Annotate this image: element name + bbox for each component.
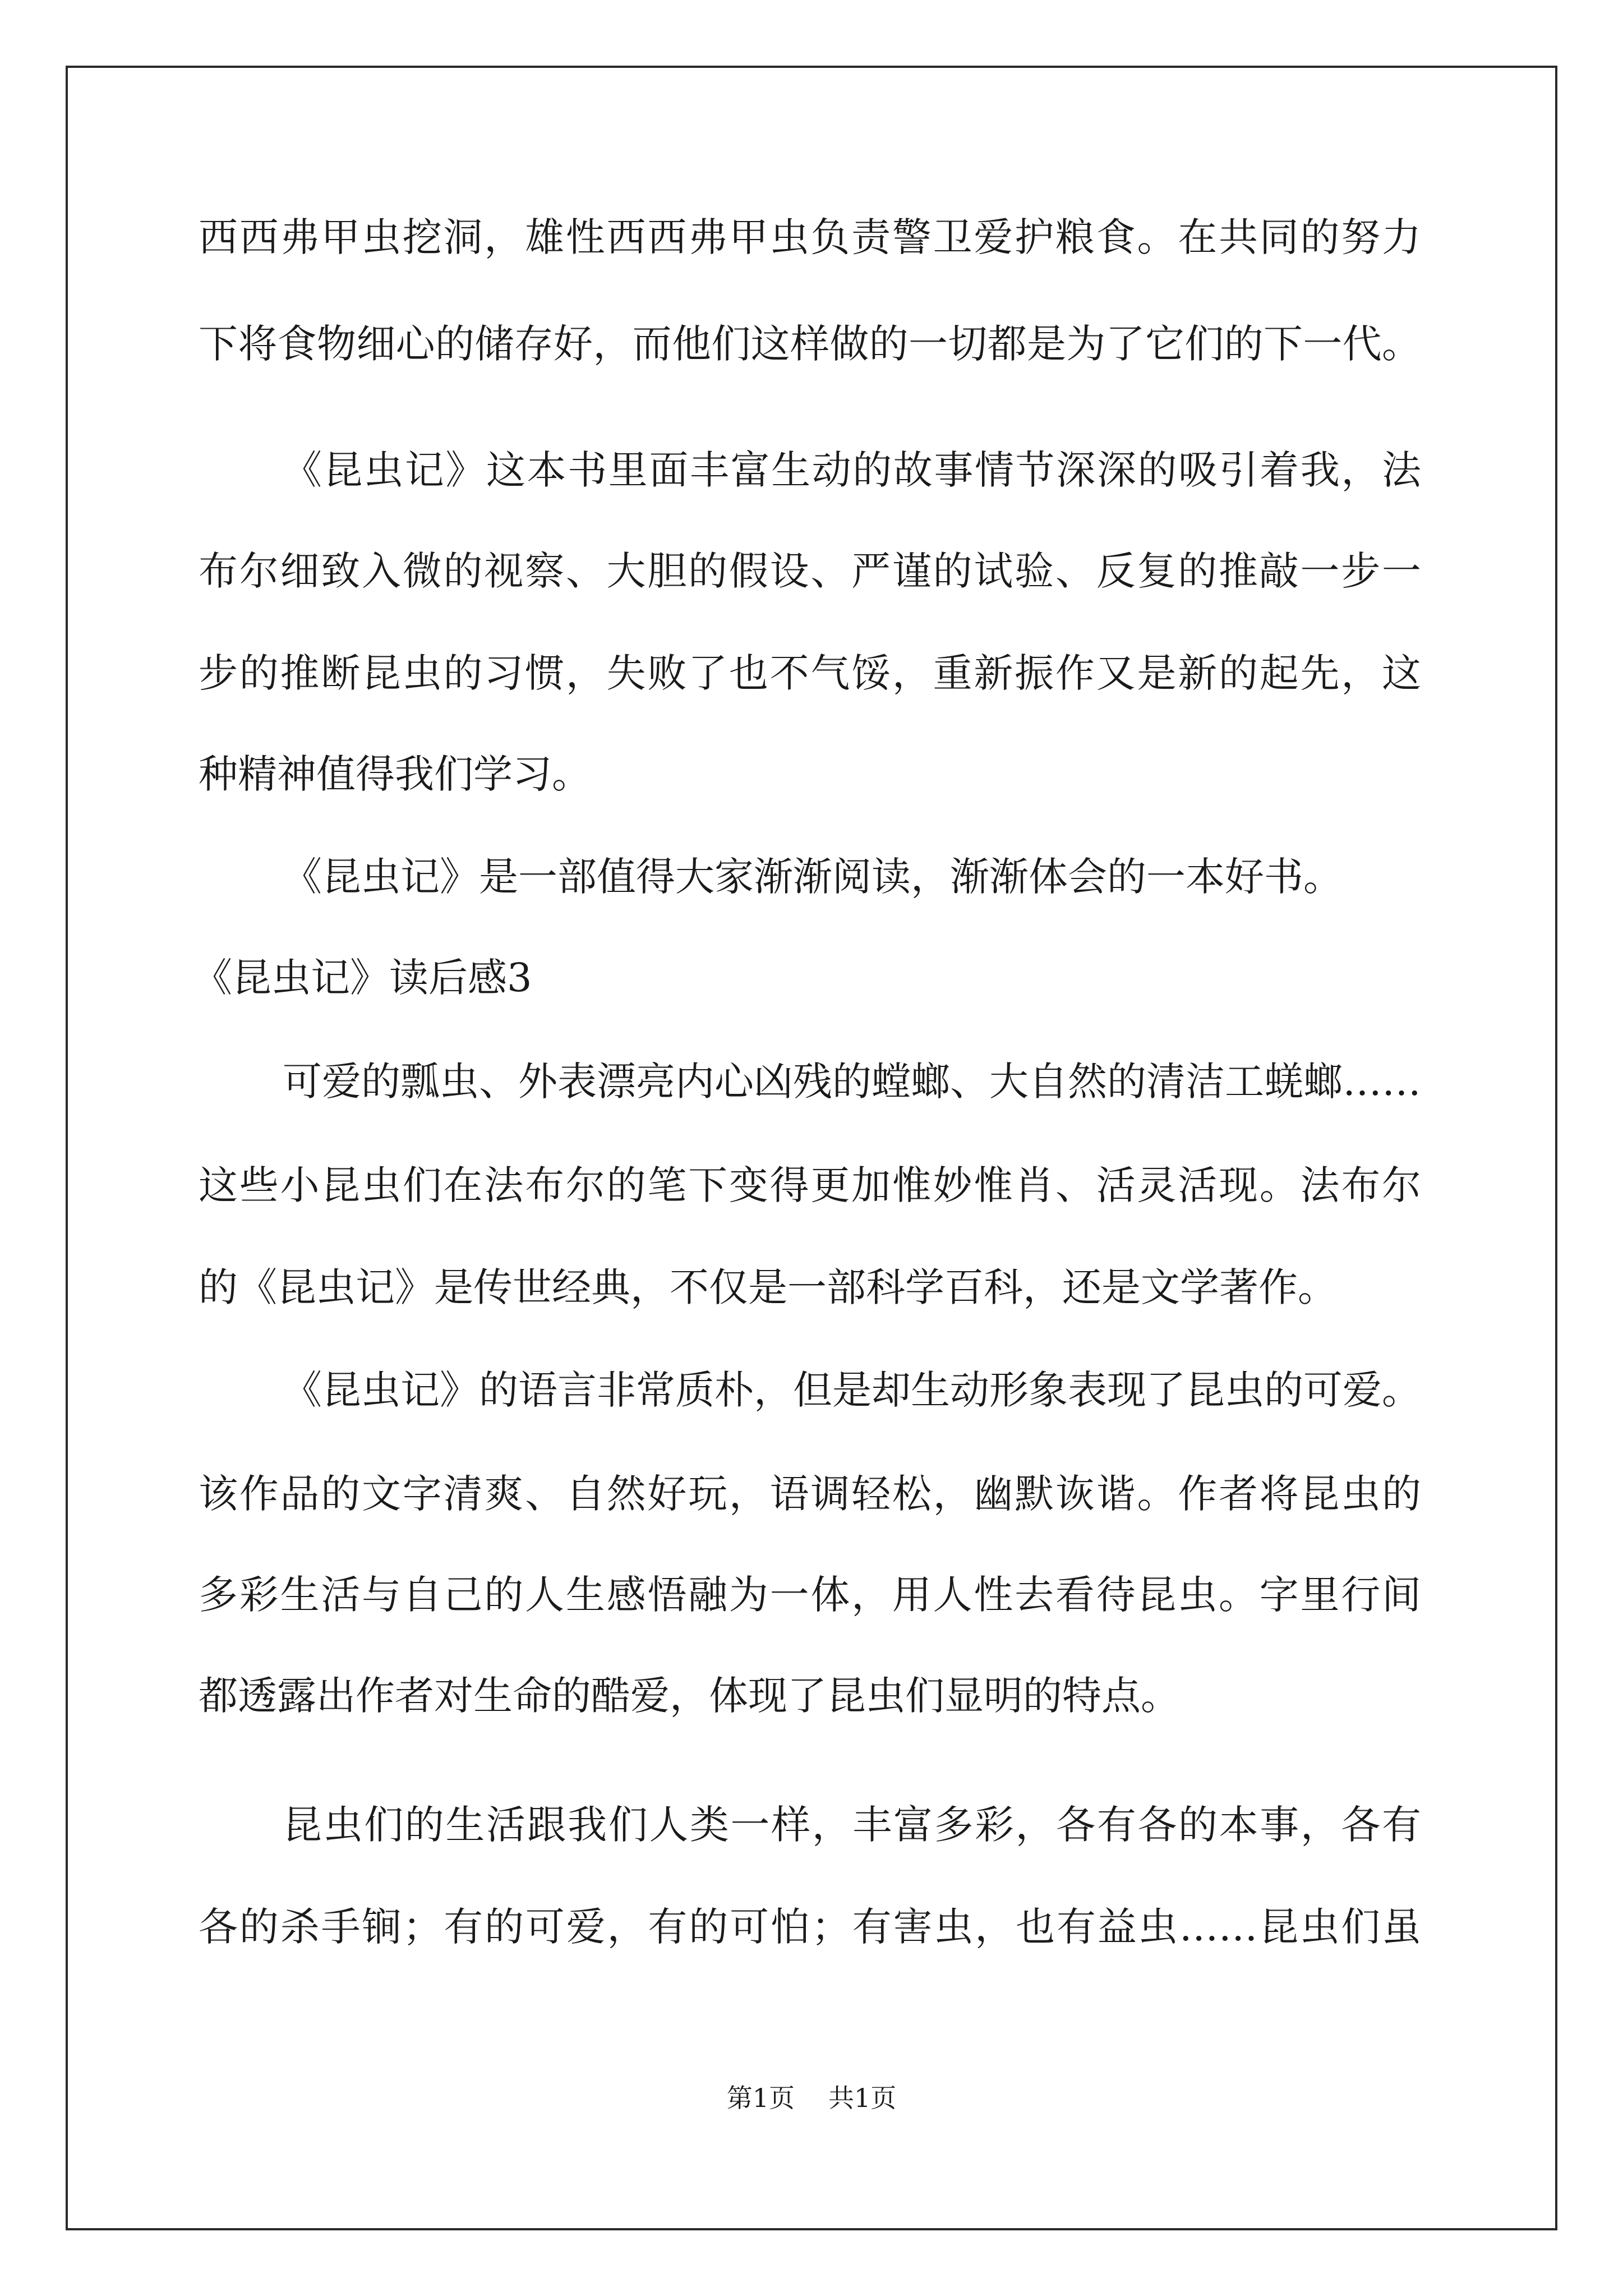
paragraph-line: 布尔细致入微的视察、大胆的假设、严谨的试验、反复的推敲一步一	[199, 548, 1421, 594]
paragraph-line: 的《昆虫记》是传世经典，不仅是一部科学百科，还是文学著作。	[199, 1264, 1337, 1310]
paragraph-line: 该作品的文字清爽、自然好玩，语调轻松，幽默诙谐。作者将昆虫的	[199, 1471, 1421, 1517]
paragraph-line: 各的杀手锏；有的可爱，有的可怕；有害虫，也有益虫……昆虫们虽	[199, 1904, 1421, 1950]
paragraph-line: 这些小昆虫们在法布尔的笔下变得更加惟妙惟肖、活灵活现。法布尔	[199, 1162, 1421, 1208]
paragraph-line: 种精神值得我们学习。	[199, 751, 591, 797]
paragraph-line: 《昆虫记》这本书里面丰富生动的故事情节深深的吸引着我，法	[283, 447, 1421, 493]
paragraph-line: 多彩生活与自己的人生感悟融为一体，用人性去看待昆虫。字里行间	[199, 1572, 1421, 1618]
page-number: 第1页	[726, 2083, 795, 2113]
paragraph-line: 下将食物细心的储存好，而他们这样做的一切都是为了它们的下一代。	[199, 321, 1421, 367]
paragraph-line: 西西弗甲虫挖洞，雄性西西弗甲虫负责警卫爱护粮食。在共同的努力	[199, 214, 1421, 260]
paragraph-line: 《昆虫记》的语言非常质朴，但是却生动形象表现了昆虫的可爱。	[283, 1367, 1421, 1413]
paragraph-line: 昆虫们的生活跟我们人类一样，丰富多彩，各有各的本事，各有	[283, 1802, 1421, 1848]
page-total: 共1页	[828, 2083, 897, 2113]
paragraph-line: 《昆虫记》是一部值得大家渐渐阅读，渐渐体会的一本好书。	[283, 854, 1343, 900]
paragraph-line: 步的推断昆虫的习惯，失败了也不气馁，重新振作又是新的起先，这	[199, 650, 1421, 696]
page-footer	[0, 2081, 1623, 2115]
section-heading: 《昆虫记》读后感3	[193, 955, 532, 1001]
paragraph-line: 都透露出作者对生命的酷爱，体现了昆虫们显明的特点。	[199, 1673, 1180, 1719]
paragraph-line: 可爱的瓢虫、外表漂亮内心凶残的螳螂、大自然的清洁工蜣螂……	[283, 1059, 1421, 1105]
